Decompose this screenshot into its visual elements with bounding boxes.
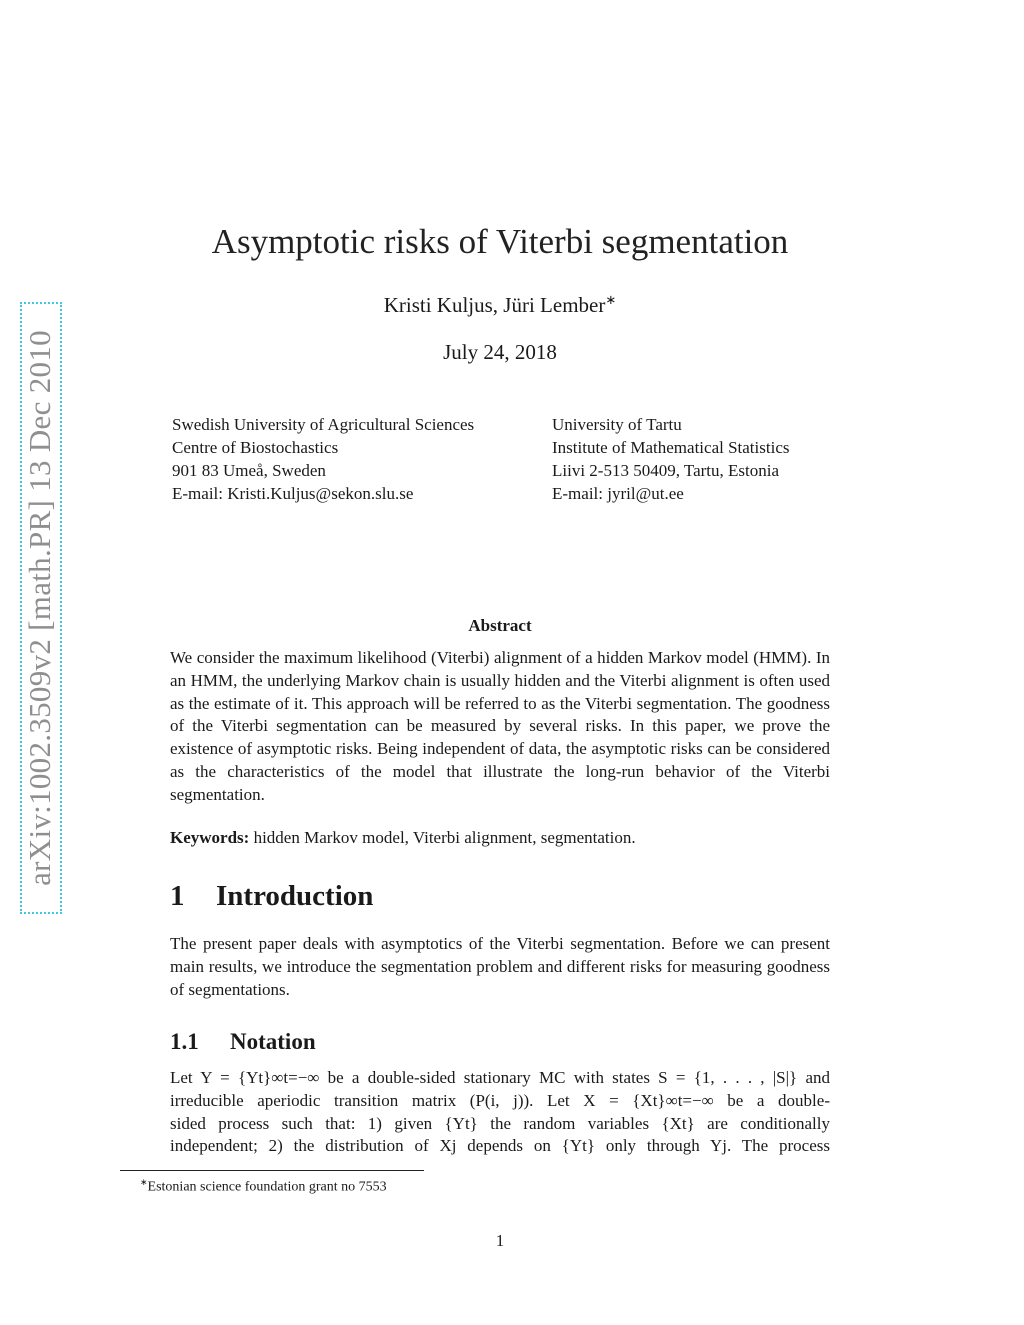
affiliation-left xyxy=(172,413,474,505)
paper-date: July 24, 2018 xyxy=(443,340,557,364)
arxiv-stamp-text: arXiv:1002.3509v2 [math.PR] 13 Dec 2010 xyxy=(22,330,57,886)
notation-line: irreducible aperiodic transition matrix (P(i, j)). Let X = {Xt}∞t=−∞ be a double- xyxy=(170,1090,830,1110)
notation-line: independent; 2) the distribution of Xj depends on {Yt} only through Yj. The process xyxy=(170,1136,830,1156)
notation-line: sided process such that: 1) given {Yt} the random variables {Xt} are conditionally xyxy=(170,1113,830,1133)
keywords-label: Keywords: xyxy=(170,828,250,847)
author-footnote-mark: ∗ xyxy=(605,292,617,307)
page-number: 1 xyxy=(495,1231,505,1250)
abstract-heading: Abstract xyxy=(468,616,532,635)
subsection-heading xyxy=(170,1029,316,1055)
affiliation-line: 901 83 Umeå, Sweden xyxy=(172,461,326,480)
author-names: Kristi Kuljus, Jüri Lember xyxy=(383,293,606,317)
affiliation-email: E-mail: Kristi.Kuljus@sekon.slu.se xyxy=(172,484,414,503)
notation-line: Let Y = {Yt}∞t=−∞ be a double-sided stationary MC with states S = {1, . . . , |S|} and xyxy=(170,1068,830,1087)
notation-paragraph xyxy=(170,1067,830,1158)
affiliation-line: Centre of Biostochastics xyxy=(172,438,339,457)
abstract-body: We consider the maximum likelihood (Viterbi) alignment of a hidden Markov model (HMM). In an HMM, the underlying Markov chain is usually hidden and the Viterbi alignment is often used as the estimate of it. This approach will be referred to as the Viterbi segmentation. The goodness of the Viterbi segmentation can be measured by several risks. In this paper, we prove the existence of asymptotic risks. Being independent of data, the asymptotic risks can be considered as the characteristics of the model that illustrate the long-run behavior of the Viterbi segmentation. xyxy=(170,648,830,804)
paper-title: Asymptotic risks of Viterbi segmentation xyxy=(211,222,789,261)
authors xyxy=(0,292,1000,318)
section-title: Introduction xyxy=(216,880,374,912)
footnote xyxy=(140,1177,387,1196)
affiliation-line: Liivi 2-513 50409, Tartu, Estonia xyxy=(552,461,780,480)
subsection-title: Notation xyxy=(230,1029,316,1054)
keywords xyxy=(170,828,830,848)
affiliation-line: Swedish University of Agricultural Sciences xyxy=(172,415,475,434)
footnote-divider xyxy=(120,1170,424,1171)
subsection-number: 1.1 xyxy=(170,1029,199,1054)
footnote-mark: ∗ xyxy=(140,1177,148,1187)
footnote-text: Estonian science foundation grant no 7553 xyxy=(147,1179,387,1195)
section-number: 1 xyxy=(170,880,185,912)
affiliation-line: University of Tartu xyxy=(552,415,682,434)
affiliation-line: Institute of Mathematical Statistics xyxy=(552,438,790,457)
introduction-paragraph: The present paper deals with asymptotics of the Viterbi segmentation. Before we can present main results, we introduce the segmentation problem and different risks for measuring goodness of segmentations. xyxy=(170,934,830,999)
affiliation-email: E-mail: jyril@ut.ee xyxy=(552,484,684,503)
keywords-text: hidden Markov model, Viterbi alignment, segmentation. xyxy=(253,828,636,847)
affiliation-right xyxy=(552,413,789,505)
section-heading xyxy=(170,880,373,913)
